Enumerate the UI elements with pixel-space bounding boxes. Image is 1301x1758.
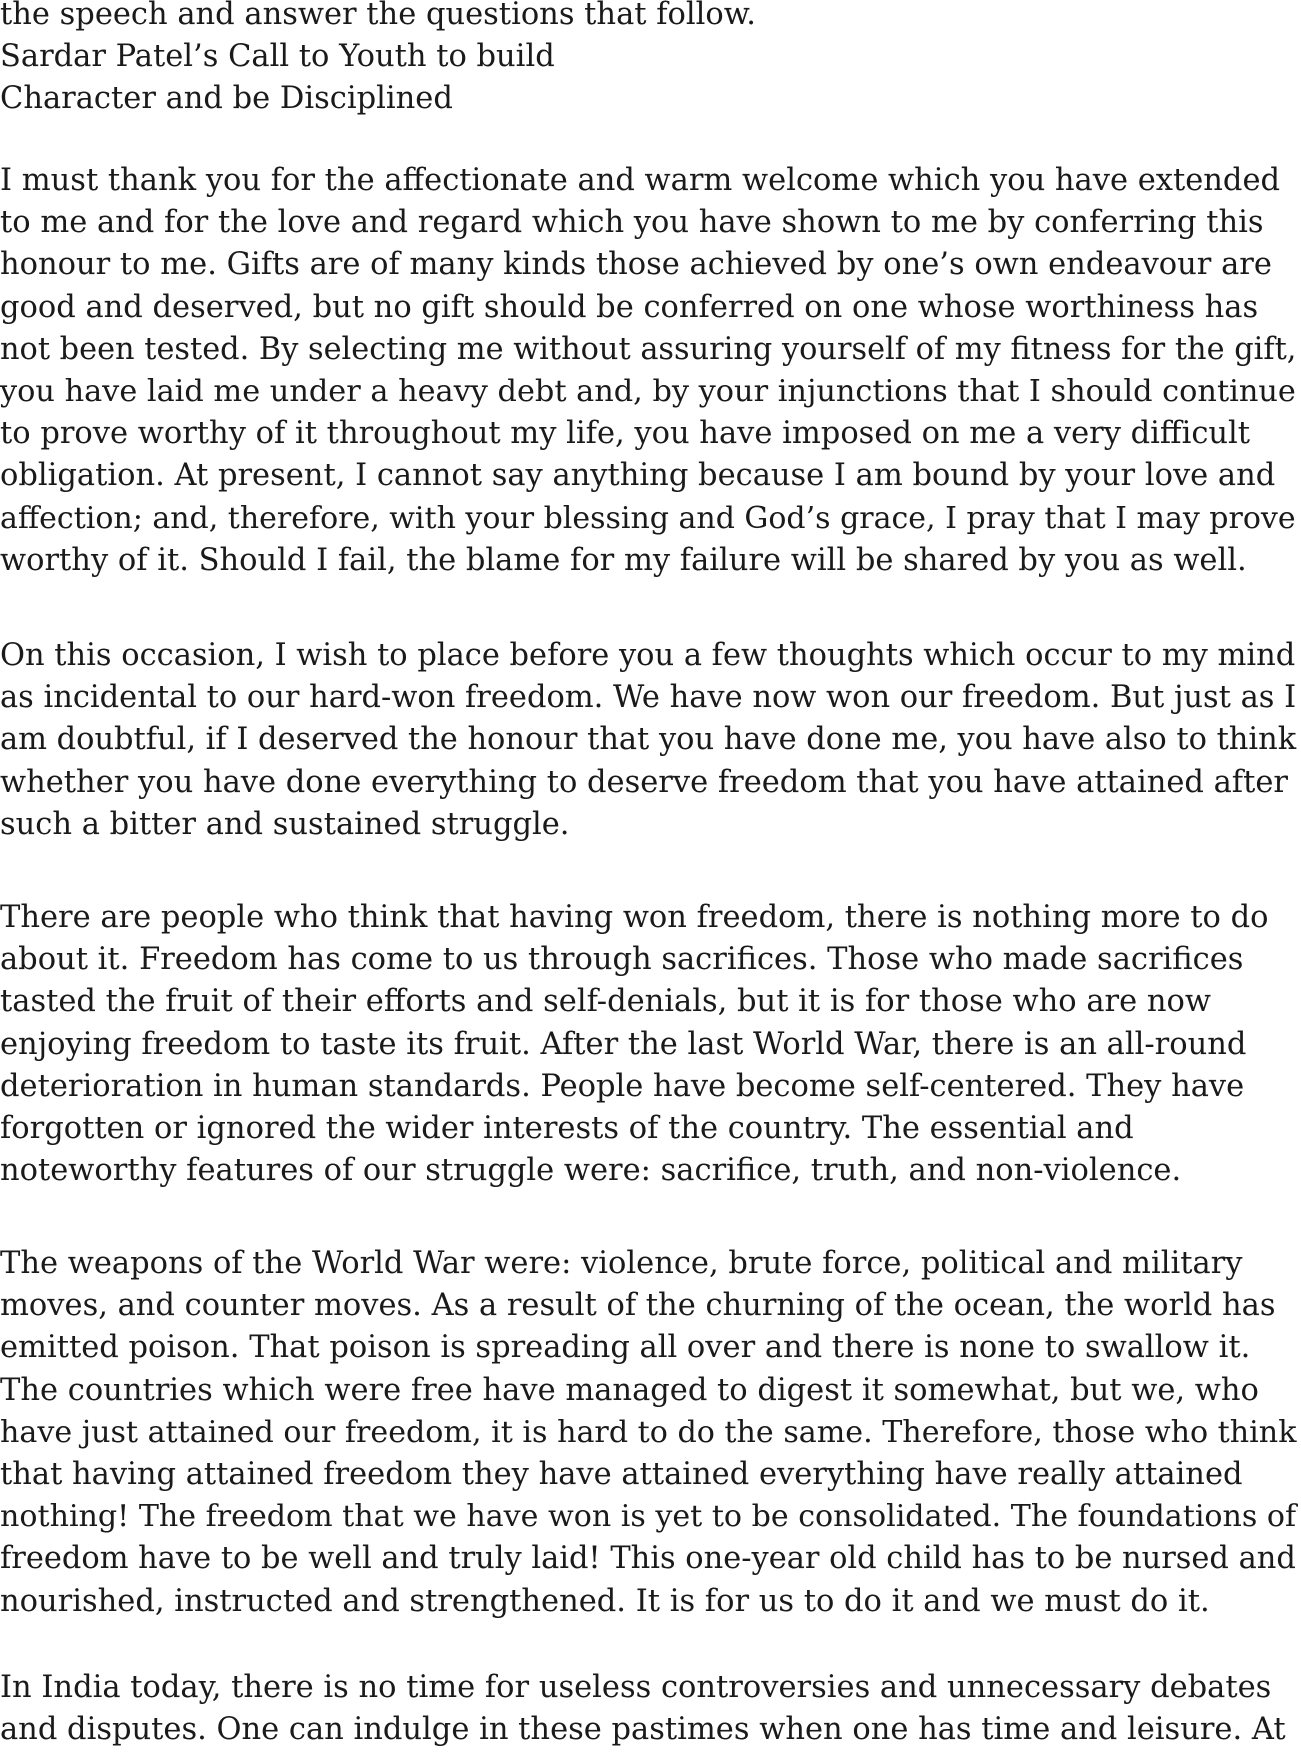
paragraph-4 bbox=[0, 1243, 1301, 1623]
paragraph-1 bbox=[0, 160, 1301, 582]
text-line: you have laid me under a heavy debt and, by your injunctions that I should continue bbox=[0, 374, 1296, 410]
text-line: am doubtful, if I deserved the honour that you have done me, you have also to think bbox=[0, 722, 1297, 758]
text-line: not been tested. By selecting me without assuring yourself of my fitness for the gift, bbox=[0, 331, 1297, 367]
text-line: enjoying freedom to taste its fruit. After the last World War, there is an all-round bbox=[0, 1026, 1247, 1062]
instruction-line: the speech and answer the questions that follow. bbox=[0, 0, 756, 32]
text-line: In India today, there is no time for useless controversies and unnecessary debates bbox=[0, 1670, 1272, 1705]
text-line: have just attained our freedom, it is hard to do the same. Therefore, those who think bbox=[0, 1414, 1297, 1450]
text-line: that having attained freedom they have attained everything have really attained bbox=[0, 1457, 1243, 1493]
text-line: worthy of it. Should I fail, the blame for my failure will be shared by you as well. bbox=[0, 542, 1247, 578]
text-line: such a bitter and sustained struggle. bbox=[0, 806, 570, 842]
text-line: There are people who think that having won freedom, there is nothing more to do bbox=[0, 900, 1269, 935]
text-line: forgotten or ignored the wider interests of the country. The essential and bbox=[0, 1111, 1134, 1147]
text-line: honour to me. Gifts are of many kinds those achieved by one’s own endeavour are bbox=[0, 247, 1272, 283]
speech-title-line: Sardar Patel’s Call to Youth to build bbox=[0, 39, 555, 75]
text-line: moves, and counter moves. As a result of the churning of the ocean, the world has bbox=[0, 1288, 1276, 1324]
paragraph-3 bbox=[0, 897, 1301, 1192]
text-line: whether you have done everything to deserve freedom that you have attained after bbox=[0, 764, 1288, 800]
text-line: freedom have to be well and truly laid! This one-year old child has to be nursed and bbox=[0, 1541, 1296, 1577]
text-line: emitted poison. That poison is spreading all over and there is none to swallow it. bbox=[0, 1330, 1251, 1366]
text-line: nothing! The freedom that we have won is yet to be consolidated. The foundations of bbox=[0, 1499, 1297, 1535]
text-line: to me and for the love and regard which you have shown to me by conferring this bbox=[0, 205, 1264, 241]
paragraph-5 bbox=[0, 1667, 1301, 1751]
text-line: noteworthy features of our struggle were: sacrifice, truth, and non-violence. bbox=[0, 1153, 1182, 1189]
speech-title-line: Character and be Disciplined bbox=[0, 81, 453, 117]
text-line: and disputes. One can indulge in these pastimes when one has time and leisure. At bbox=[0, 1712, 1286, 1748]
text-line: to prove worthy of it throughout my life, you have imposed on me a very difficult bbox=[0, 416, 1251, 452]
text-line: good and deserved, but no gift should be conferred on one whose worthiness has bbox=[0, 289, 1259, 325]
speech-heading bbox=[0, 0, 1301, 121]
text-line: deterioration in human standards. People have become self-centered. They have bbox=[0, 1068, 1245, 1104]
text-line: tasted the fruit of their efforts and self-denials, but it is for those who are now bbox=[0, 984, 1211, 1020]
text-line: The weapons of the World War were: violence, brute force, political and military bbox=[0, 1246, 1243, 1281]
text-line: nourished, instructed and strengthened. It is for us to do it and we must do it. bbox=[0, 1583, 1210, 1619]
paragraph-2 bbox=[0, 635, 1301, 846]
text-line: The countries which were free have managed to digest it somewhat, but we, who bbox=[0, 1372, 1259, 1408]
text-line: obligation. At present, I cannot say anything because I am bound by your love and bbox=[0, 458, 1276, 494]
text-line: affection; and, therefore, with your blessing and God’s grace, I pray that I may prove bbox=[0, 500, 1296, 536]
text-line: about it. Freedom has come to us through sacrifices. Those who made sacrifices bbox=[0, 942, 1244, 978]
text-line: as incidental to our hard-won freedom. We have now won our freedom. But just as I bbox=[0, 680, 1297, 716]
text-line: On this occasion, I wish to place before you a few thoughts which occur to my mind bbox=[0, 638, 1296, 673]
text-line: I must thank you for the affectionate and warm welcome which you have extended bbox=[0, 163, 1281, 198]
